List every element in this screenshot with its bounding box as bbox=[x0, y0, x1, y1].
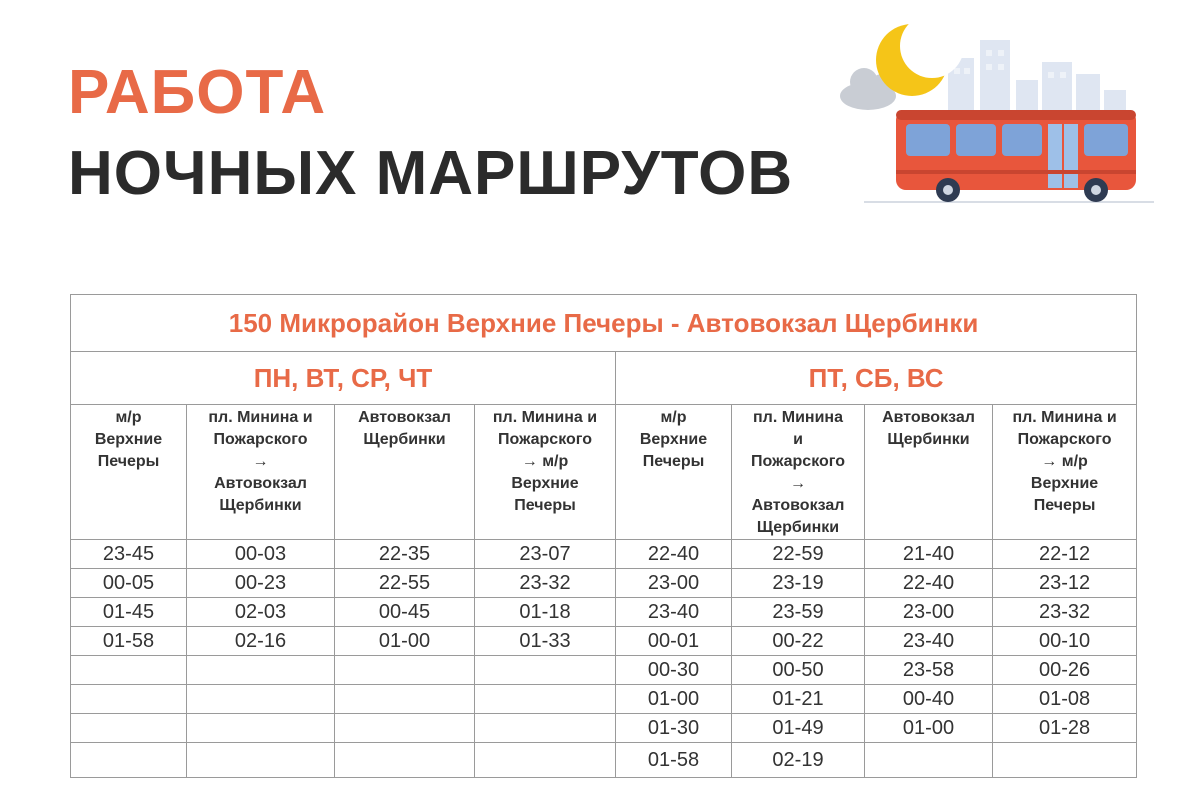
time-cell: 22-40 bbox=[616, 540, 732, 569]
column-header: пл. Минина и Пожарского → Автовокзал Щербинки bbox=[187, 405, 335, 540]
time-cell bbox=[187, 743, 335, 778]
time-cell: 01-49 bbox=[732, 714, 865, 743]
weekdays-header: ПН, ВТ, СР, ЧТ bbox=[71, 352, 616, 405]
table-row bbox=[71, 743, 1137, 778]
schedule-table bbox=[70, 294, 1137, 778]
time-cell: 01-58 bbox=[616, 743, 732, 778]
time-cell: 22-35 bbox=[335, 540, 475, 569]
time-cell: 02-19 bbox=[732, 743, 865, 778]
time-cell bbox=[335, 743, 475, 778]
table-row bbox=[71, 685, 1137, 714]
time-cell bbox=[475, 714, 616, 743]
time-cell bbox=[335, 656, 475, 685]
time-cell: 00-23 bbox=[187, 569, 335, 598]
time-cell: 01-00 bbox=[865, 714, 993, 743]
time-cell bbox=[865, 743, 993, 778]
table-row bbox=[71, 627, 1137, 656]
time-cell: 01-08 bbox=[993, 685, 1137, 714]
time-cell: 23-40 bbox=[865, 627, 993, 656]
time-cell: 23-40 bbox=[616, 598, 732, 627]
time-cell: 23-32 bbox=[475, 569, 616, 598]
table-row bbox=[71, 540, 1137, 569]
time-cell: 01-45 bbox=[71, 598, 187, 627]
weekend-header: ПТ, СБ, ВС bbox=[616, 352, 1137, 405]
time-cell: 22-12 bbox=[993, 540, 1137, 569]
route-title: 150 Микрорайон Верхние Печеры - Автовокзал Щербинки bbox=[71, 295, 1137, 352]
time-cell bbox=[187, 685, 335, 714]
time-cell: 23-59 bbox=[732, 598, 865, 627]
time-cell bbox=[187, 656, 335, 685]
time-cell bbox=[71, 685, 187, 714]
time-cell: 22-59 bbox=[732, 540, 865, 569]
time-cell: 00-45 bbox=[335, 598, 475, 627]
time-cell: 00-03 bbox=[187, 540, 335, 569]
time-cell bbox=[71, 743, 187, 778]
column-header: Автовокзал Щербинки bbox=[335, 405, 475, 540]
time-cell: 00-05 bbox=[71, 569, 187, 598]
time-cell: 01-18 bbox=[475, 598, 616, 627]
time-cell: 00-26 bbox=[993, 656, 1137, 685]
time-cell: 23-07 bbox=[475, 540, 616, 569]
time-cell: 02-16 bbox=[187, 627, 335, 656]
time-cell bbox=[475, 685, 616, 714]
time-cell: 23-12 bbox=[993, 569, 1137, 598]
table-row bbox=[71, 569, 1137, 598]
time-cell: 00-22 bbox=[732, 627, 865, 656]
time-cell bbox=[335, 685, 475, 714]
time-cell: 23-58 bbox=[865, 656, 993, 685]
time-cell bbox=[71, 714, 187, 743]
column-header: пл. Минина и Пожарского → м/р Верхние Печеры bbox=[993, 405, 1137, 540]
time-cell: 23-45 bbox=[71, 540, 187, 569]
time-cell: 23-19 bbox=[732, 569, 865, 598]
time-cell: 01-00 bbox=[616, 685, 732, 714]
time-cell: 01-58 bbox=[71, 627, 187, 656]
time-cell: 02-03 bbox=[187, 598, 335, 627]
time-cell: 01-21 bbox=[732, 685, 865, 714]
time-cell bbox=[993, 743, 1137, 778]
column-header: м/р Верхние Печеры bbox=[71, 405, 187, 540]
time-cell bbox=[475, 743, 616, 778]
time-cell: 00-01 bbox=[616, 627, 732, 656]
column-header: м/р Верхние Печеры bbox=[616, 405, 732, 540]
time-cell: 01-28 bbox=[993, 714, 1137, 743]
table-row bbox=[71, 714, 1137, 743]
page-title-line2: НОЧНЫХ МАРШРУТОВ bbox=[68, 139, 794, 208]
table-row bbox=[71, 656, 1137, 685]
bus-icon bbox=[896, 110, 1136, 202]
time-cell: 00-10 bbox=[993, 627, 1137, 656]
time-cell: 22-40 bbox=[865, 569, 993, 598]
time-cell bbox=[187, 714, 335, 743]
time-cell: 01-33 bbox=[475, 627, 616, 656]
time-cell: 23-00 bbox=[865, 598, 993, 627]
time-cell: 00-30 bbox=[616, 656, 732, 685]
time-cell bbox=[475, 656, 616, 685]
table-row bbox=[71, 598, 1137, 627]
page-title-line1: РАБОТА bbox=[68, 58, 327, 127]
column-header: пл. Минина и Пожарского → Автовокзал Щербинки bbox=[732, 405, 865, 540]
time-cell: 01-30 bbox=[616, 714, 732, 743]
column-header: пл. Минина и Пожарского → м/р Верхние Печеры bbox=[475, 405, 616, 540]
night-bus-illustration bbox=[830, 10, 1160, 210]
time-cell: 00-40 bbox=[865, 685, 993, 714]
time-cell bbox=[335, 714, 475, 743]
time-cell: 23-00 bbox=[616, 569, 732, 598]
time-cell: 21-40 bbox=[865, 540, 993, 569]
time-cell: 01-00 bbox=[335, 627, 475, 656]
column-header: Автовокзал Щербинки bbox=[865, 405, 993, 540]
time-cell: 22-55 bbox=[335, 569, 475, 598]
time-cell: 23-32 bbox=[993, 598, 1137, 627]
time-cell bbox=[71, 656, 187, 685]
time-cell: 00-50 bbox=[732, 656, 865, 685]
